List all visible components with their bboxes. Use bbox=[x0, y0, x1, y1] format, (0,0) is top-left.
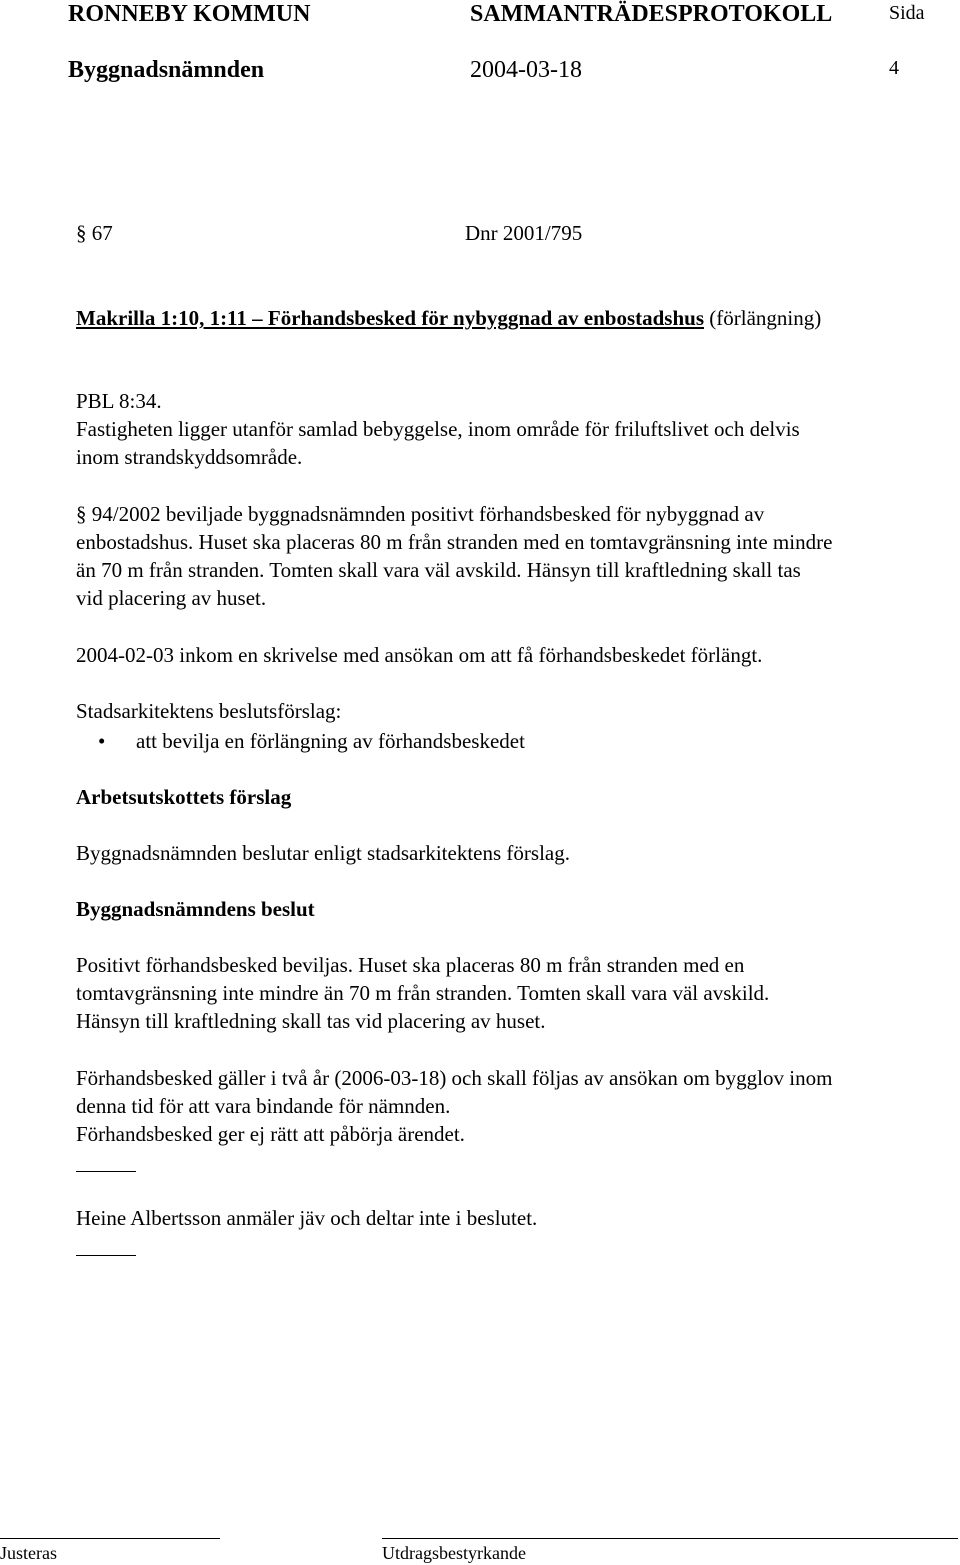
section-symbol: § bbox=[76, 502, 87, 526]
bullet-icon: • bbox=[98, 729, 106, 753]
validity-line-1: Förhandsbesked gäller i två år (2006-03-18) och skall följas av ansökan om bygglov inom bbox=[76, 1066, 833, 1090]
committee-name: Byggnadsnämnden bbox=[68, 57, 265, 83]
case-title-suffix: (förlängning) bbox=[704, 306, 822, 330]
architect-proposal-label: Stadsarkitektens beslutsförslag: bbox=[76, 699, 342, 723]
case-title bbox=[76, 304, 821, 332]
decision-line-3: Hänsyn till kraftledning skall tas vid placering av huset. bbox=[76, 1009, 546, 1033]
page-number: 4 bbox=[889, 57, 899, 79]
footer-line-right bbox=[382, 1538, 958, 1539]
history-line-3: än 70 m från stranden. Tomten skall vara väl avskild. Hänsyn till kraftledning skall tas bbox=[76, 558, 801, 582]
validity-line-2: denna tid för att vara bindande för nämnden. bbox=[76, 1094, 451, 1118]
property-line-1: Fastigheten ligger utanför samlad bebyggelse, inom område för friluftslivet och delvis bbox=[76, 417, 800, 441]
case-number: 67 bbox=[91, 221, 113, 245]
case-dnr: Dnr 2001/795 bbox=[465, 221, 583, 245]
page-label: Sida bbox=[889, 2, 925, 24]
section-symbol: § bbox=[76, 221, 87, 245]
pbl-reference: PBL 8:34. bbox=[76, 389, 162, 413]
property-line-2: inom strandskyddsområde. bbox=[76, 445, 303, 469]
history-line-1 bbox=[76, 500, 764, 528]
history-line-4: vid placering av huset. bbox=[76, 586, 267, 610]
committee-proposal-text: Byggnadsnämnden beslutar enligt stadsarkitektens förslag. bbox=[76, 841, 570, 865]
decision-line-2: tomtavgränsning inte mindre än 70 m från stranden. Tomten skall vara väl avskild. bbox=[76, 981, 770, 1005]
committee-proposal-heading: Arbetsutskottets förslag bbox=[76, 785, 292, 809]
history-line-2: enbostadshus. Huset ska placeras 80 m från stranden med en tomtavgränsning inte mindre bbox=[76, 530, 833, 554]
footer-justeras: Justeras bbox=[0, 1543, 57, 1563]
case-title-main: Makrilla 1:10, 1:11 – Förhandsbesked för nybyggnad av enbostadshus bbox=[76, 306, 704, 330]
history-text-1: 94/2002 beviljade byggnadsnämnden positivt förhandsbesked för nybyggnad av bbox=[91, 502, 765, 526]
disqualification-note: Heine Albertsson anmäler jäv och deltar inte i beslutet. bbox=[76, 1206, 538, 1230]
footer-utdrag: Utdragsbestyrkande bbox=[382, 1543, 526, 1563]
municipality-name: RONNEBY KOMMUN bbox=[68, 1, 311, 27]
protocol-title: SAMMANTRÄDESPROTOKOLL bbox=[470, 1, 833, 27]
decision-heading: Byggnadsnämndens beslut bbox=[76, 897, 315, 921]
application-received: 2004-02-03 inkom en skrivelse med ansökan om att få förhandsbeskedet förlängt. bbox=[76, 643, 763, 667]
separator-line bbox=[76, 1171, 136, 1172]
no-start-right: Förhandsbesked ger ej rätt att påbörja ärendet. bbox=[76, 1122, 465, 1146]
separator-line bbox=[76, 1255, 136, 1256]
decision-line-1: Positivt förhandsbesked beviljas. Huset ska placeras 80 m från stranden med en bbox=[76, 953, 745, 977]
architect-proposal-item: att bevilja en förlängning av förhandsbeskedet bbox=[136, 729, 525, 753]
meeting-date: 2004-03-18 bbox=[470, 57, 582, 83]
case-section bbox=[76, 219, 113, 247]
footer-line-left bbox=[0, 1538, 220, 1539]
